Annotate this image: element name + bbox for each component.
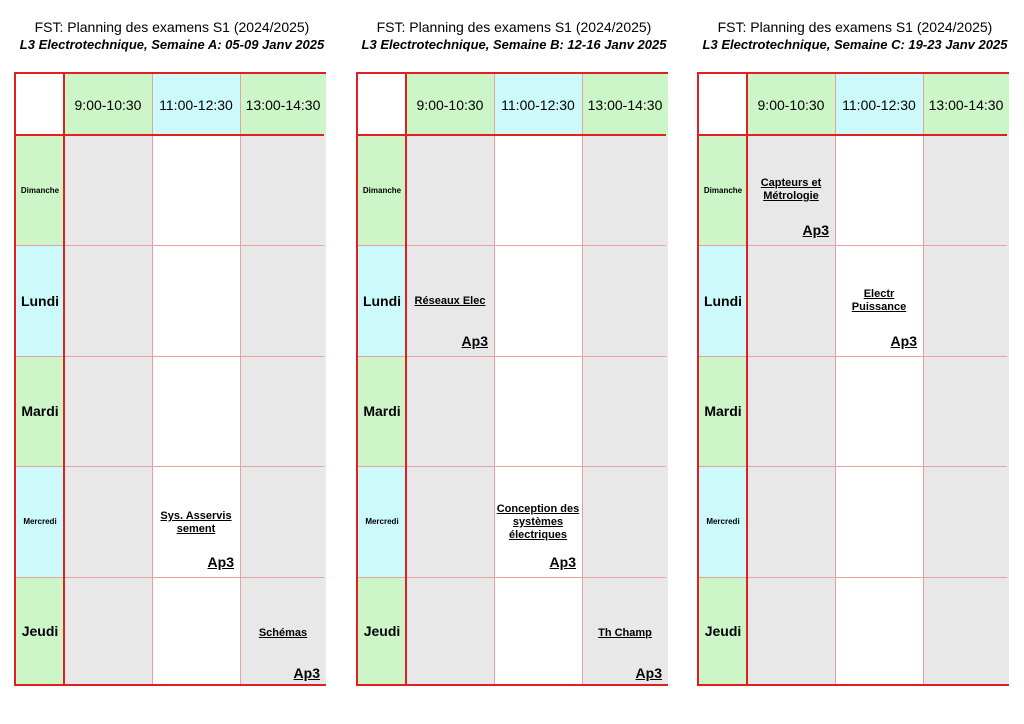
exam-name: Th Champ [598, 627, 652, 639]
grid-line [152, 74, 153, 684]
timetable-grid [14, 72, 326, 686]
slot-header-3: 13:00-14:30 [923, 74, 1009, 135]
column-slot-3 [923, 135, 1009, 684]
slot-header-3: 13:00-14:30 [240, 74, 326, 135]
slot-header-1: 9:00-10:30 [64, 74, 152, 135]
column-slot-2 [152, 135, 240, 684]
slot-header-1: 9:00-10:30 [747, 74, 835, 135]
exam-cell [835, 245, 923, 356]
day-mercredi: Mercredi [699, 466, 747, 577]
grid-line [923, 74, 924, 684]
grid-line [63, 74, 65, 684]
day-dimanche: Dimanche [16, 135, 64, 245]
day-lundi: Lundi [16, 245, 64, 356]
week-header [0, 18, 350, 53]
day-mercredi: Mercredi [16, 466, 64, 577]
page-title: FST: Planning des examens S1 (2024/2025) [34, 19, 310, 35]
column-slot-2 [494, 135, 582, 684]
corner-cell [358, 74, 406, 135]
exam-room: Ap3 [293, 665, 320, 681]
day-mardi: Mardi [699, 356, 747, 466]
exam-room: Ap3 [207, 554, 234, 570]
day-dimanche: Dimanche [358, 135, 406, 245]
exam-room: Ap3 [461, 333, 488, 349]
slot-header-3: 13:00-14:30 [582, 74, 668, 135]
slot-header-1: 9:00-10:30 [406, 74, 494, 135]
week-subtitle: L3 Electrotechnique, Semaine A: 05-09 Janv 2025 [19, 37, 325, 52]
timetable-grid [356, 72, 668, 686]
slot-header-2: 11:00-12:30 [152, 74, 240, 135]
column-slot-1 [64, 135, 152, 684]
day-jeudi: Jeudi [699, 577, 747, 684]
exam-name: Réseaux Elec [414, 295, 486, 307]
page-title: FST: Planning des examens S1 (2024/2025) [376, 19, 652, 35]
corner-cell [699, 74, 747, 135]
day-lundi: Lundi [699, 245, 747, 356]
day-jeudi: Jeudi [358, 577, 406, 684]
exam-name: Conception des systèmes électriques [496, 503, 580, 541]
timetable-grid [697, 72, 1009, 686]
week-header [677, 18, 1024, 53]
day-lundi: Lundi [358, 245, 406, 356]
exam-name: Capteurs et Métrologie [760, 177, 822, 202]
grid-line [358, 134, 666, 136]
exam-cell [494, 466, 582, 577]
grid-line [16, 134, 324, 136]
exam-room: Ap3 [549, 554, 576, 570]
day-mardi: Mardi [16, 356, 64, 466]
week-header [336, 18, 692, 53]
column-slot-1 [406, 135, 494, 684]
exam-cell [406, 245, 494, 356]
page-title: FST: Planning des examens S1 (2024/2025) [717, 19, 993, 35]
week-subtitle: L3 Electrotechnique, Semaine C: 19-23 Janv 2025 [702, 37, 1008, 52]
grid-line [582, 74, 583, 684]
exam-room: Ap3 [890, 333, 917, 349]
exam-cell [747, 135, 835, 245]
exam-room: Ap3 [802, 222, 829, 238]
grid-line [746, 74, 748, 684]
exam-name: Electr Puissance [851, 288, 907, 313]
column-slot-2 [835, 135, 923, 684]
grid-line [240, 74, 241, 684]
corner-cell [16, 74, 64, 135]
slot-header-2: 11:00-12:30 [835, 74, 923, 135]
grid-line [835, 74, 836, 684]
grid-line [699, 134, 1007, 136]
day-mardi: Mardi [358, 356, 406, 466]
exam-name: Sys. Asservis sement [160, 510, 232, 535]
exam-cell [582, 577, 668, 684]
day-jeudi: Jeudi [16, 577, 64, 684]
week-subtitle: L3 Electrotechnique, Semaine B: 12-16 Janv 2025 [361, 37, 667, 52]
grid-line [405, 74, 407, 684]
day-dimanche: Dimanche [699, 135, 747, 245]
slot-header-2: 11:00-12:30 [494, 74, 582, 135]
day-mercredi: Mercredi [358, 466, 406, 577]
exam-room: Ap3 [635, 665, 662, 681]
exam-cell [152, 466, 240, 577]
exam-name: Schémas [258, 627, 308, 639]
exam-cell [240, 577, 326, 684]
grid-line [494, 74, 495, 684]
